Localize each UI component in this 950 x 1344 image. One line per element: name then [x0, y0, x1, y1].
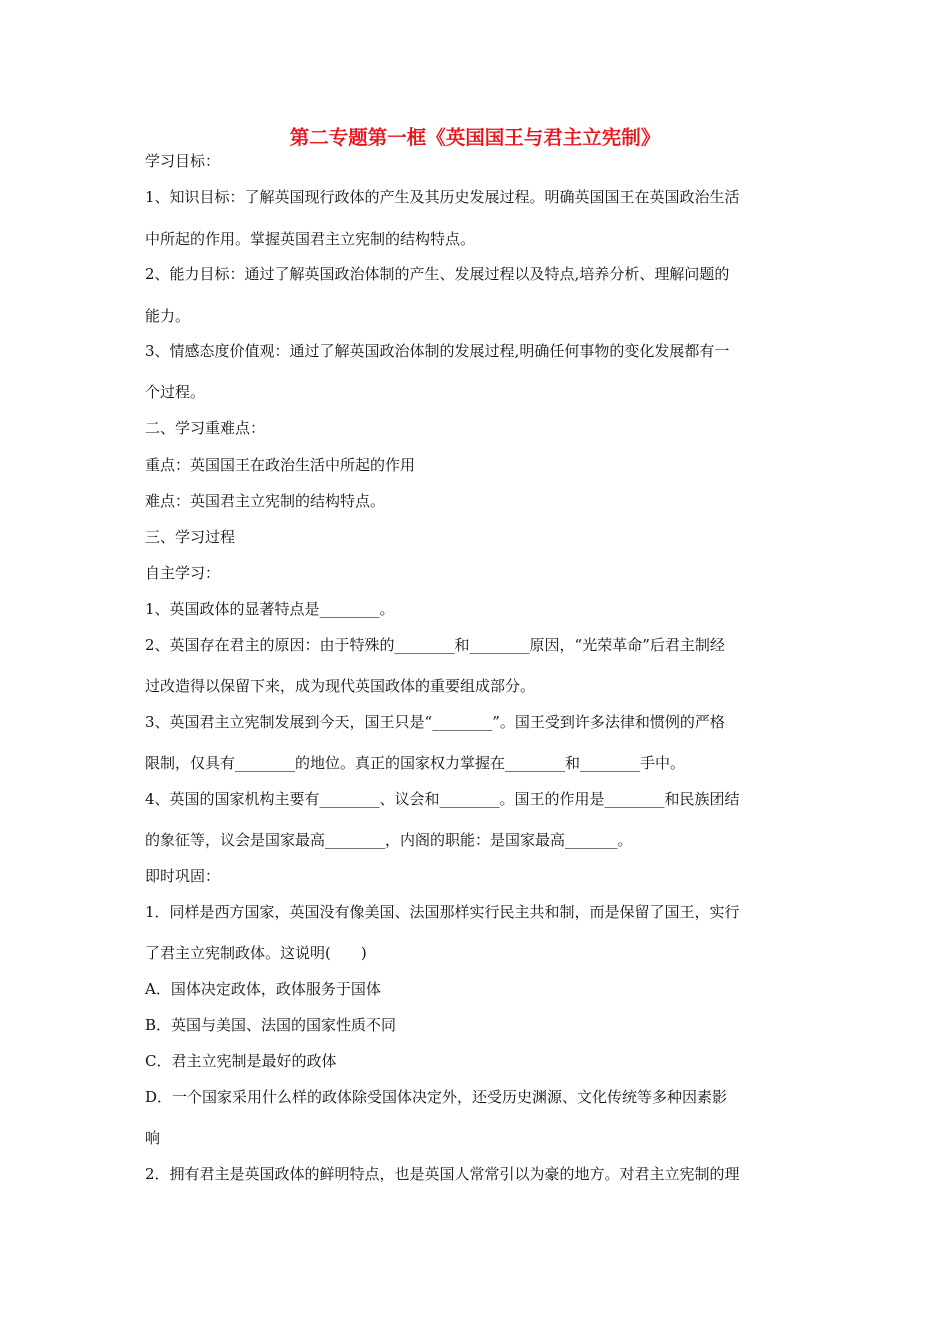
section-heading: 三、学习过程	[145, 528, 236, 546]
text-line: 3、情感态度价值观：通过了解英国政治体制的发展过程,明确任何事物的变化发展都有一	[145, 342, 730, 360]
answer-option-a: A．国体决定政体，政体服务于国体	[145, 980, 381, 998]
answer-option-c: C．君主立宪制是最好的政体	[145, 1052, 337, 1070]
text-line: 重点：英国国王在政治生活中所起的作用	[145, 456, 416, 474]
fill-blank-line: 的象征等，议会是国家最高________，内阁的职能：是国家最高_______。	[145, 831, 633, 849]
answer-option-b: B．英国与美国、法国的国家性质不同	[145, 1016, 397, 1034]
fill-blank-line: 1、英国政体的显著特点是________。	[145, 600, 395, 618]
text-line: 难点：英国君主立宪制的结构特点。	[145, 492, 386, 510]
text-line: 学习目标：	[145, 152, 221, 170]
text-line: 中所起的作用。掌握英国君主立宪制的结构特点。	[145, 230, 476, 248]
text-line: 2、能力目标：通过了解英国政治体制的产生、发展过程以及特点,培养分析、理解问题的	[145, 265, 730, 283]
text-line: 1、知识目标：了解英国现行政体的产生及其历史发展过程。明确英国国王在英国政治生活	[145, 188, 740, 206]
question-line: 1．同样是西方国家，英国没有像美国、法国那样实行民主共和制，而是保留了国王，实行	[145, 903, 740, 921]
fill-blank-line: 限制，仅具有________的地位。真正的国家权力掌握在________和________手中。	[145, 754, 686, 772]
answer-option-d-cont: 响	[145, 1129, 161, 1147]
text-line: 个过程。	[145, 383, 206, 401]
question-line: 2．拥有君主是英国政体的鲜明特点，也是英国人常常引以为豪的地方。对君主立宪制的理	[145, 1165, 740, 1183]
subsection-heading: 自主学习：	[145, 564, 221, 582]
answer-option-d: D．一个国家采用什么样的政体除受国体决定外，还受历史渊源、文化传统等多种因素影	[145, 1088, 728, 1106]
text-line: 能力。	[145, 307, 191, 325]
fill-blank-line: 2、英国存在君主的原因：由于特殊的________和________原因，“光荣革命”后君主制经	[145, 636, 725, 654]
subsection-heading: 即时巩固：	[145, 867, 221, 885]
document-title: 第二专题第一框《英国国王与君主立宪制》	[289, 126, 661, 149]
question-line: 了君主立宪制政体。这说明( )	[145, 944, 367, 962]
section-heading: 二、学习重难点：	[145, 419, 266, 437]
fill-blank-line: 4、英国的国家机构主要有________、议会和________。国王的作用是________和民族团结	[145, 790, 740, 808]
text-line: 过改造得以保留下来，成为现代英国政体的重要组成部分。	[145, 677, 536, 695]
fill-blank-line: 3、英国君主立宪制发展到今天，国王只是“________”。国王受到许多法律和惯例的严格	[145, 713, 725, 731]
